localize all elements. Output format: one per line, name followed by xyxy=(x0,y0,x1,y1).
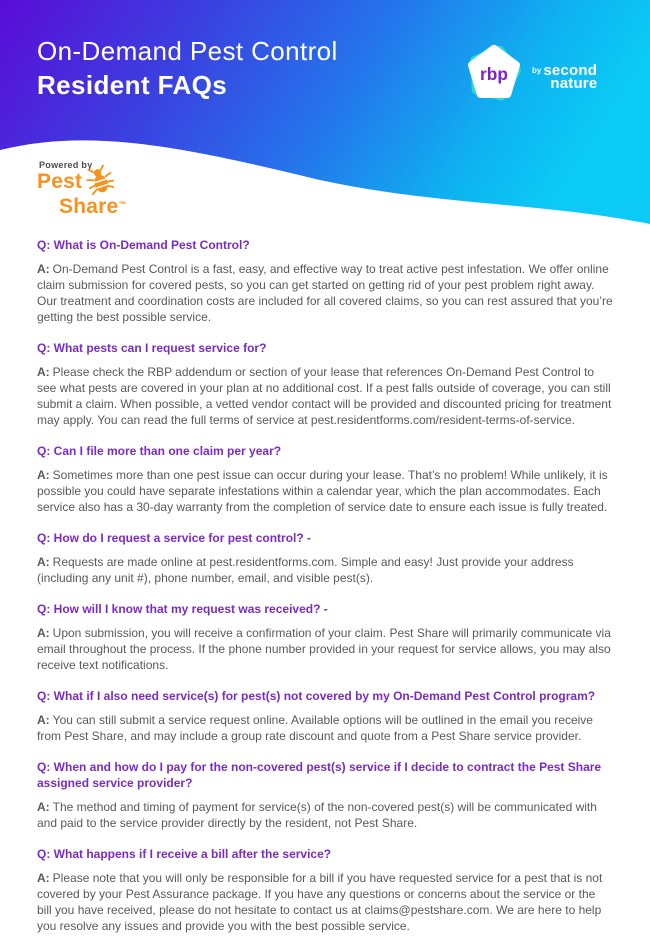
faq-answer xyxy=(37,712,613,744)
faq-answer xyxy=(37,467,613,515)
rbp-second-nature-logo xyxy=(465,42,597,102)
faq-item xyxy=(37,759,613,831)
faq-question: Q: How will I know that my request was received? - xyxy=(37,602,328,616)
faq-question: Q: How do I request a service for pest control? - xyxy=(37,531,312,545)
faq-item xyxy=(37,340,613,428)
answer-prefix: A: xyxy=(37,468,50,482)
answer-prefix: A: xyxy=(37,713,50,727)
answer-prefix: A: xyxy=(37,555,50,569)
faq-answer xyxy=(37,799,613,831)
faq-question: Q: What happens if I receive a bill after the service? xyxy=(37,847,332,861)
rbp-badge-text: rbp xyxy=(480,64,508,85)
pest-share-logo xyxy=(37,160,127,216)
answer-prefix: A: xyxy=(37,626,50,640)
faq-item xyxy=(37,530,613,586)
rbp-badge-icon xyxy=(465,42,523,102)
faq-question: Q: What if I also need service(s) for pest(s) not covered by my On-Demand Pest Control program? xyxy=(37,689,596,703)
answer-text: Please note that you will only be responsible for a bill if you have requested service for a pest that is not covered by your Pest Assurance package. If you have any questions or concerns about the service or the bill you have received, please do not hesitate to contact us at claims@pestshare.com. We are here to help you resolve any issues and provide you with the best possible service. xyxy=(37,871,603,933)
faq-item xyxy=(37,846,613,934)
faq-answer xyxy=(37,261,613,325)
answer-prefix: A: xyxy=(37,871,50,885)
header-titles xyxy=(37,34,338,102)
answer-text: The method and timing of payment for service(s) of the non-covered pest(s) will be communicated with and paid to the service provider directly by the resident, not Pest Share. xyxy=(37,800,597,830)
answer-prefix: A: xyxy=(37,365,50,379)
answer-text: On-Demand Pest Control is a fast, easy, and effective way to treat active pest infestation. We offer online claim submission for covered pests, so you can get started on getting rid of your pest problem right away. Our treatment and coordination costs are included for all covered claims, so you can rest assured that you’re getting the best possible service. xyxy=(37,262,613,324)
answer-prefix: A: xyxy=(37,262,50,276)
faq-question: Q: What pests can I request service for? xyxy=(37,341,267,355)
answer-text: Sometimes more than one pest issue can occur during your lease. That’s no problem! While unlikely, it is possible you could have separate infestations within a calendar year, which the plan accommodates. Each service also has a 30-day warranty from the completion of service date to ensure each issue is fully treated. xyxy=(37,468,608,514)
faq-answer xyxy=(37,625,613,673)
faq-item xyxy=(37,237,613,325)
pest-share-wordmark-line1: Pest xyxy=(37,170,83,193)
faq-item xyxy=(37,601,613,673)
pest-share-wordmark-line2: Share™ xyxy=(59,195,127,218)
faq-question: Q: Can I file more than one claim per year? xyxy=(37,444,282,458)
answer-text: Upon submission, you will receive a confirmation of your claim. Pest Share will primarily communicate via email throughout the process. If the phone number provided in your request for service allows, you may also receive text notifications. xyxy=(37,626,611,672)
faq-question: Q: When and how do I pay for the non-covered pest(s) service if I decide to contract the Pest Share assigned service provider? xyxy=(37,760,602,790)
by-label: by xyxy=(532,65,542,75)
second-nature-wordmark xyxy=(532,61,598,92)
answer-text: You can still submit a service request online. Available options will be outlined in the email you receive from Pest Share, and may include a group rate discount and quote from a Pest Share service provider. xyxy=(37,713,593,743)
answer-text: Requests are made online at pest.residentforms.com. Simple and easy! Just provide your address (including any unit #), phone number, email, and visible pest(s). xyxy=(37,555,574,585)
page-subtitle: Resident FAQs xyxy=(37,70,228,100)
faq-item xyxy=(37,443,613,515)
trademark-symbol: ™ xyxy=(118,200,127,209)
powered-by-label: Powered by xyxy=(39,160,93,170)
second-nature-line2: nature xyxy=(550,74,598,92)
faq-item xyxy=(37,688,613,744)
bug-icon xyxy=(86,165,114,195)
faq-answer xyxy=(37,364,613,428)
second-nature-line1: second xyxy=(543,61,598,79)
faq-question: Q: What is On-Demand Pest Control? xyxy=(37,238,250,252)
faq-answer xyxy=(37,870,613,934)
faq-answer xyxy=(37,554,613,586)
page-title: On-Demand Pest Control xyxy=(37,36,338,66)
answer-text: Please check the RBP addendum or section of your lease that references On-Demand Pest Control to see what pests are covered in your plan at no additional cost. If a pest falls outside of coverage, you can still submit a claim. When possible, a vetted vendor contact will be provided and discounted pricing for treatment may apply. You can read the full terms of service at pest.residentforms.com/resident-terms-of-service. xyxy=(37,365,612,427)
answer-prefix: A: xyxy=(37,800,50,814)
